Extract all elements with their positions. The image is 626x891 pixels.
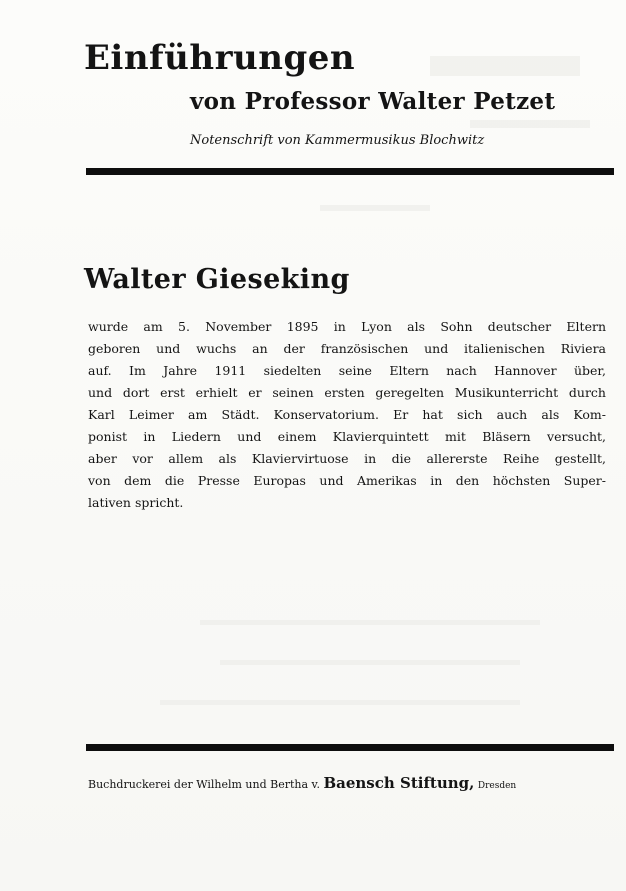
biography-line: und dort erst erhielt er seinen ersten geregelten Musikunterricht durch: [88, 385, 606, 400]
imprint-city: Dresden: [477, 781, 517, 791]
section-heading: Walter Gieseking: [84, 264, 350, 295]
bleed-through-mark: [160, 700, 520, 705]
biography-line: von dem die Presse Europas und Amerikas in den höchsten Super-: [88, 473, 606, 488]
document-title: Einführungen: [84, 38, 356, 78]
notation-credit: Notenschrift von Kammermusikus Blochwitz: [190, 133, 485, 148]
biography-line: ponist in Liedern und einem Klavierquintett mit Bläsern versucht,: [88, 429, 606, 444]
bleed-through-mark: [200, 620, 540, 625]
biography-line: lativen spricht.: [88, 495, 184, 510]
biography-line: wurde am 5. November 1895 in Lyon als Sohn deutscher Eltern: [88, 319, 606, 334]
printer-imprint: [88, 774, 516, 792]
biography-line: auf. Im Jahre 1911 siedelten seine Eltern nach Hannover über,: [88, 363, 606, 378]
bleed-through-mark: [430, 56, 580, 76]
bleed-through-mark: [220, 660, 520, 665]
bleed-through-mark: [470, 120, 590, 128]
bleed-through-mark: [320, 205, 430, 211]
top-divider-rule: [86, 168, 614, 175]
imprint-prefix: Buchdruckerei der Wilhelm und Bertha v.: [88, 778, 320, 791]
imprint-foundation: Baensch Stiftung,: [323, 774, 475, 792]
biography-paragraph: [88, 316, 606, 514]
biography-line: Karl Leimer am Städt. Konservatorium. Er hat sich auch als Kom-: [88, 407, 606, 422]
biography-line: aber vor allem als Klaviervirtuose in die allererste Reihe gestellt,: [88, 451, 606, 466]
document-subtitle: von Professor Walter Petzet: [190, 88, 556, 115]
bottom-divider-rule: [86, 744, 614, 751]
biography-line: geboren und wuchs an der französischen und italienischen Riviera: [88, 341, 606, 356]
